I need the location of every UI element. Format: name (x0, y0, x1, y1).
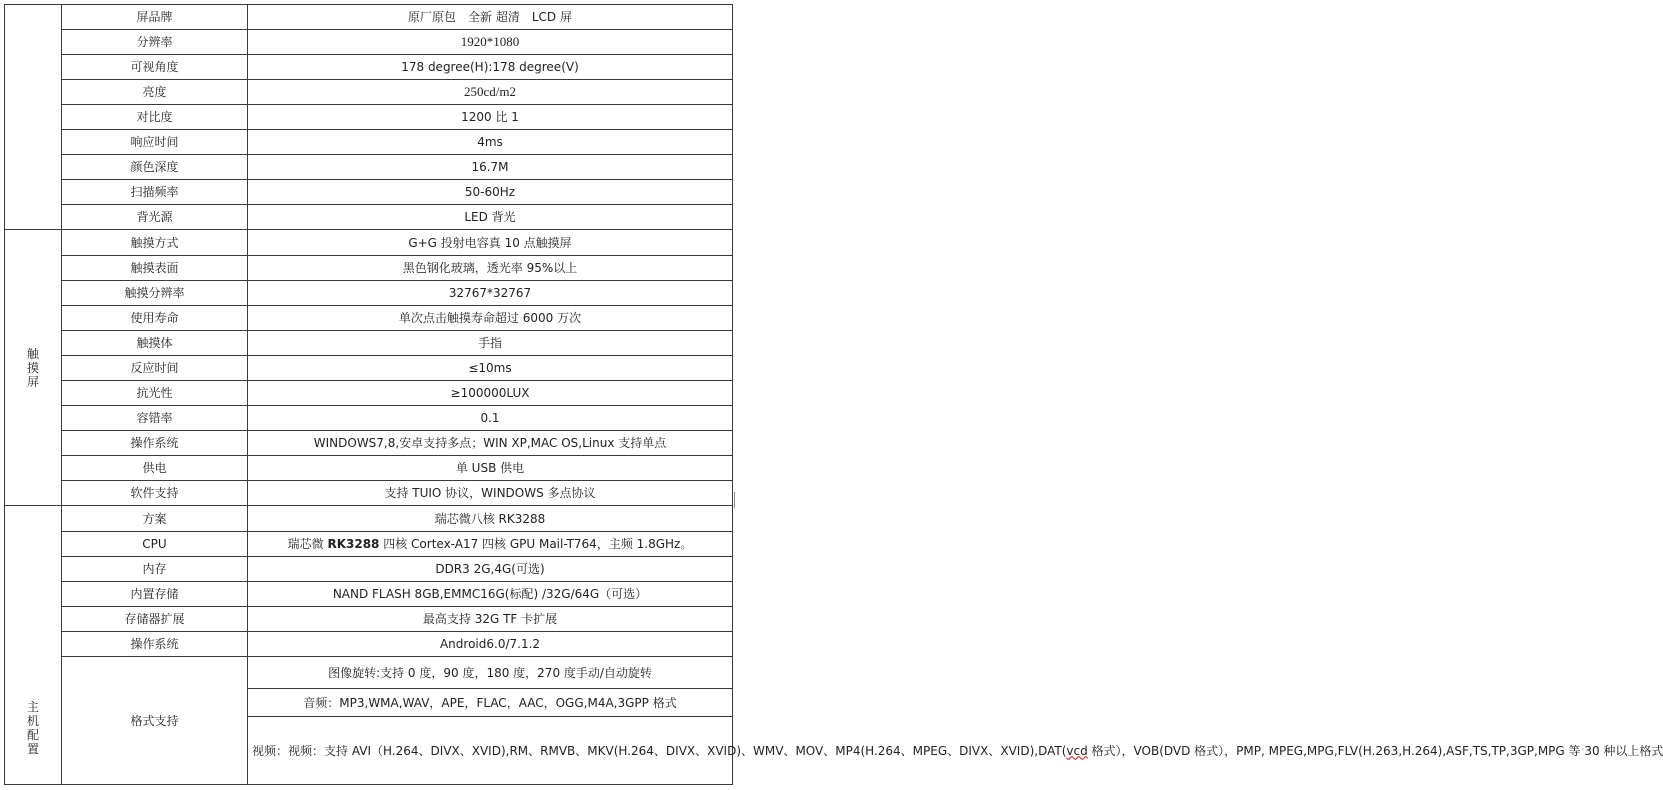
group-touch-cell (5, 230, 62, 506)
table-row (5, 331, 733, 356)
table-row (5, 632, 733, 657)
row-value: 黑色钢化玻璃，透光率 95%以上 (248, 256, 733, 281)
row-value: 瑞芯微八核 RK3288 (248, 506, 733, 532)
table-row (5, 55, 733, 80)
row-value: 手指 (248, 331, 733, 356)
row-label: 反应时间 (62, 356, 248, 381)
row-label: 操作系统 (62, 632, 248, 657)
row-label: 格式支持 (62, 657, 248, 785)
table-row (5, 130, 733, 155)
format-image: 图像旋转:支持 0 度，90 度，180 度，270 度手动/自动旋转 (248, 657, 733, 689)
row-value: 178 degree(H):178 degree(V) (248, 55, 733, 80)
table-row (5, 481, 733, 506)
row-label: 存储器扩展 (62, 607, 248, 632)
row-label: 触摸表面 (62, 256, 248, 281)
cpu-value-chip: RK3288 (327, 537, 380, 551)
row-label: 触摸分辨率 (62, 281, 248, 306)
table-row (5, 381, 733, 406)
edge-mark (734, 492, 735, 508)
format-video-post: 格式），VOB(DVD 格式），PMP, MPEG,MPG,FLV(H.263,H.264),ASF,TS,TP,3GP,MPG 等 30 种以上格式 (1087, 743, 1663, 758)
table-row (5, 406, 733, 431)
table-row (5, 506, 733, 532)
row-label: CPU (62, 532, 248, 557)
row-value: 250cd/m2 (248, 80, 733, 105)
row-label: 分辨率 (62, 30, 248, 55)
table-row (5, 532, 733, 557)
row-value: ≤10ms (248, 356, 733, 381)
format-video-ul: vcd (1066, 743, 1088, 758)
row-value: 0.1 (248, 406, 733, 431)
row-label: 使用寿命 (62, 306, 248, 331)
row-label: 响应时间 (62, 130, 248, 155)
row-value: NAND FLASH 8GB,EMMC16G(标配) /32G/64G（可选） (248, 582, 733, 607)
row-value: WINDOWS7,8,安卓支持多点；WIN XP,MAC OS,Linux 支持单点 (248, 431, 733, 456)
row-label: 软件支持 (62, 481, 248, 506)
cpu-value-pre: 瑞芯微 (287, 537, 328, 551)
group-label-touch: 触摸屏 (26, 346, 39, 389)
table-row (5, 180, 733, 205)
row-value: 原厂原包 全新 超清 LCD 屏 (248, 5, 733, 30)
table-row (5, 205, 733, 230)
table-row (5, 306, 733, 331)
table-row (5, 80, 733, 105)
row-label: 供电 (62, 456, 248, 481)
row-label: 可视角度 (62, 55, 248, 80)
format-audio: 音频：MP3,WMA,WAV，APE，FLAC，AAC，OGG,M4A,3GPP 格式 (248, 689, 733, 717)
row-label: 亮度 (62, 80, 248, 105)
table-row (5, 30, 733, 55)
table-row (5, 657, 733, 689)
row-value: 最高支持 32G TF 卡扩展 (248, 607, 733, 632)
table-row (5, 456, 733, 481)
table-row (5, 557, 733, 582)
table-row (5, 431, 733, 456)
table-row (5, 607, 733, 632)
row-label: 容错率 (62, 406, 248, 431)
group-screen-cell (5, 5, 62, 230)
row-value: 32767*32767 (248, 281, 733, 306)
row-label: 内存 (62, 557, 248, 582)
table-row (5, 5, 733, 30)
row-label: 内置存储 (62, 582, 248, 607)
table-row (5, 582, 733, 607)
table-row (5, 105, 733, 130)
row-value: DDR3 2G,4G(可选) (248, 557, 733, 582)
format-video (248, 717, 1663, 785)
row-value: 4ms (248, 130, 733, 155)
row-value: G+G 投射电容真 10 点触摸屏 (248, 230, 733, 256)
row-label: 屏品牌 (62, 5, 248, 30)
row-label: 操作系统 (62, 431, 248, 456)
row-value: 单次点击触摸寿命超过 6000 万次 (248, 306, 733, 331)
row-label: 背光源 (62, 205, 248, 230)
row-label: 触摸体 (62, 331, 248, 356)
row-value: Android6.0/7.1.2 (248, 632, 733, 657)
cpu-value-post: 四核 Cortex-A17 四核 GPU Mail-T764，主频 1.8GHz。 (379, 537, 693, 551)
row-value: 1200 比 1 (248, 105, 733, 130)
row-value: 单 USB 供电 (248, 456, 733, 481)
row-label: 抗光性 (62, 381, 248, 406)
row-value: 1920*1080 (248, 30, 733, 55)
format-video-pre: 视频：视频：支持 AVI（H.264、DIVX、XVID),RM、RMVB、MKV(H.264、DIVX、XVID)、WMV、MOV、MP4(H.264、MPEG、DIVX、XVID),DAT( (252, 743, 1067, 758)
row-value: LED 背光 (248, 205, 733, 230)
row-value: 支持 TUIO 协议，WINDOWS 多点协议 (248, 481, 733, 506)
row-label: 对比度 (62, 105, 248, 130)
row-label: 扫描频率 (62, 180, 248, 205)
row-value: 50-60Hz (248, 180, 733, 205)
table-row (5, 155, 733, 180)
table-row (5, 281, 733, 306)
row-label: 方案 (62, 506, 248, 532)
row-value: ≥100000LUX (248, 381, 733, 406)
row-value-cpu (248, 532, 733, 557)
row-label: 颜色深度 (62, 155, 248, 180)
table-row (5, 230, 733, 256)
row-value: 16.7M (248, 155, 733, 180)
group-host-cell (5, 506, 62, 785)
row-label: 触摸方式 (62, 230, 248, 256)
group-label-host: 主机配置 (26, 700, 39, 756)
spec-table (4, 4, 1663, 785)
table-row (5, 256, 733, 281)
table-row (5, 356, 733, 381)
